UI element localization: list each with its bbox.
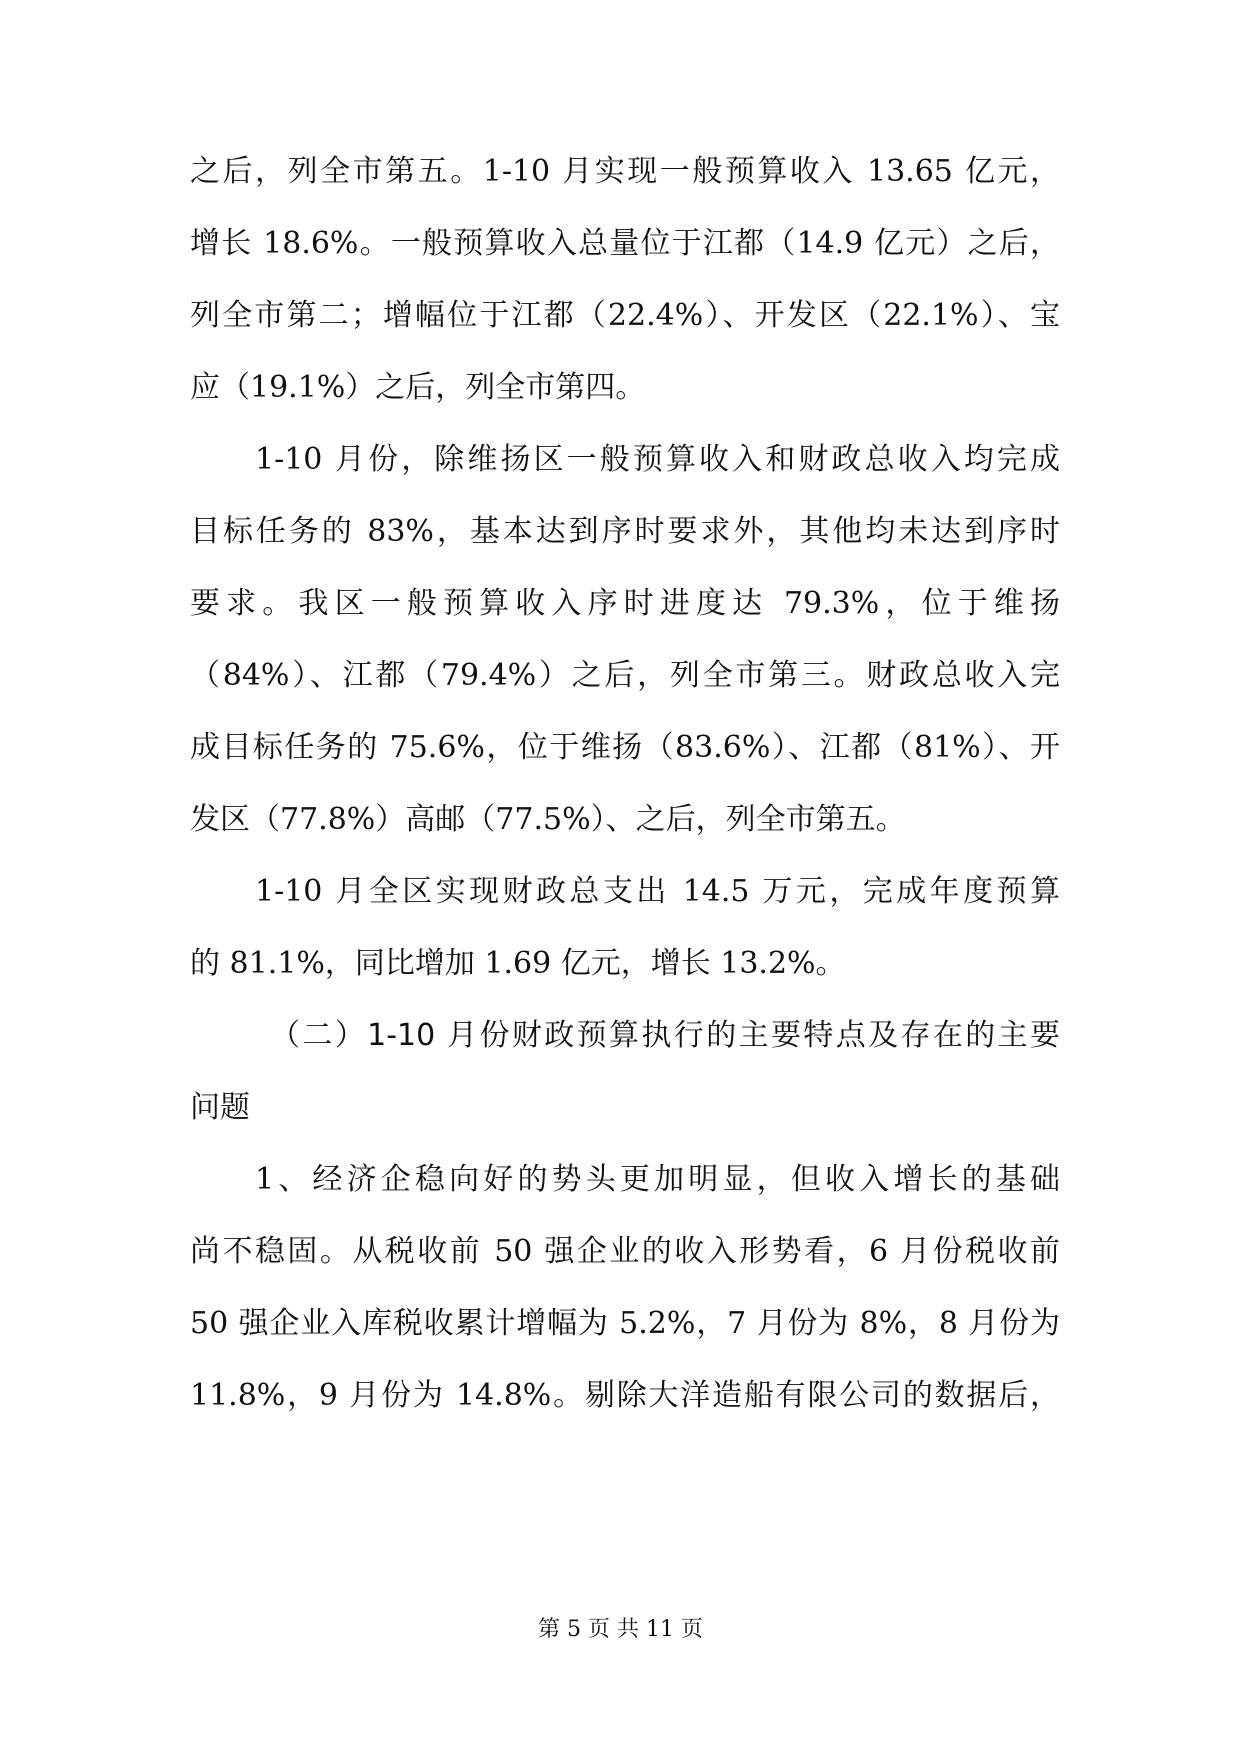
paragraph-line: 11.8%，9 月份为 14.8%。剔除大洋造船有限公司的数据后， xyxy=(190,1378,1060,1413)
paragraph-line: 目标任务的 83%，基本达到序时要求外，其他均未达到序时 xyxy=(190,514,1060,549)
paragraph-line: 50 强企业入库税收累计增幅为 5.2%，7 月份为 8%，8 月份为 xyxy=(190,1306,1060,1341)
paragraph-line: 成目标任务的 75.6%，位于维扬（83.6%）、江都（81%）、开 xyxy=(190,730,1060,765)
paragraph-line: 列全市第二；增幅位于江都（22.4%）、开发区（22.1%）、宝 xyxy=(190,298,1060,333)
page-footer: 第 5 页 共 11 页 xyxy=(538,1617,703,1642)
paragraph-line: 应（19.1%）之后，列全市第四。 xyxy=(190,370,646,405)
paragraph-line: 1-10 月全区实现财政总支出 14.5 万元，完成年度预算 xyxy=(255,874,1060,909)
paragraph-line: 的 81.1%，同比增加 1.69 亿元，增长 13.2%。 xyxy=(190,946,846,981)
paragraph-line: 增长 18.6%。一般预算收入总量位于江都（14.9 亿元）之后， xyxy=(190,226,1060,261)
paragraph-line: （84%）、江都（79.4%）之后，列全市第三。财政总收入完 xyxy=(190,658,1060,693)
paragraph-line: 之后，列全市第五。1-10 月实现一般预算收入 13.65 亿元， xyxy=(190,154,1060,189)
paragraph-line: 尚不稳固。从税收前 50 强企业的收入形势看，6 月份税收前 xyxy=(190,1234,1060,1269)
paragraph-line: 1-10 月份，除维扬区一般预算收入和财政总收入均完成 xyxy=(255,442,1060,477)
section-heading: （二）1-10 月份财政预算执行的主要特点及存在的主要 xyxy=(270,1018,1060,1053)
paragraph-line: 要求。我区一般预算收入序时进度达 79.3%，位于维扬 xyxy=(190,586,1060,621)
paragraph-line: 发区（77.8%）高邮（77.5%）、之后，列全市第五。 xyxy=(190,802,906,837)
section-heading-continued: 问题 xyxy=(190,1090,250,1125)
paragraph-line: 1、经济企稳向好的势头更加明显，但收入增长的基础 xyxy=(255,1162,1060,1197)
